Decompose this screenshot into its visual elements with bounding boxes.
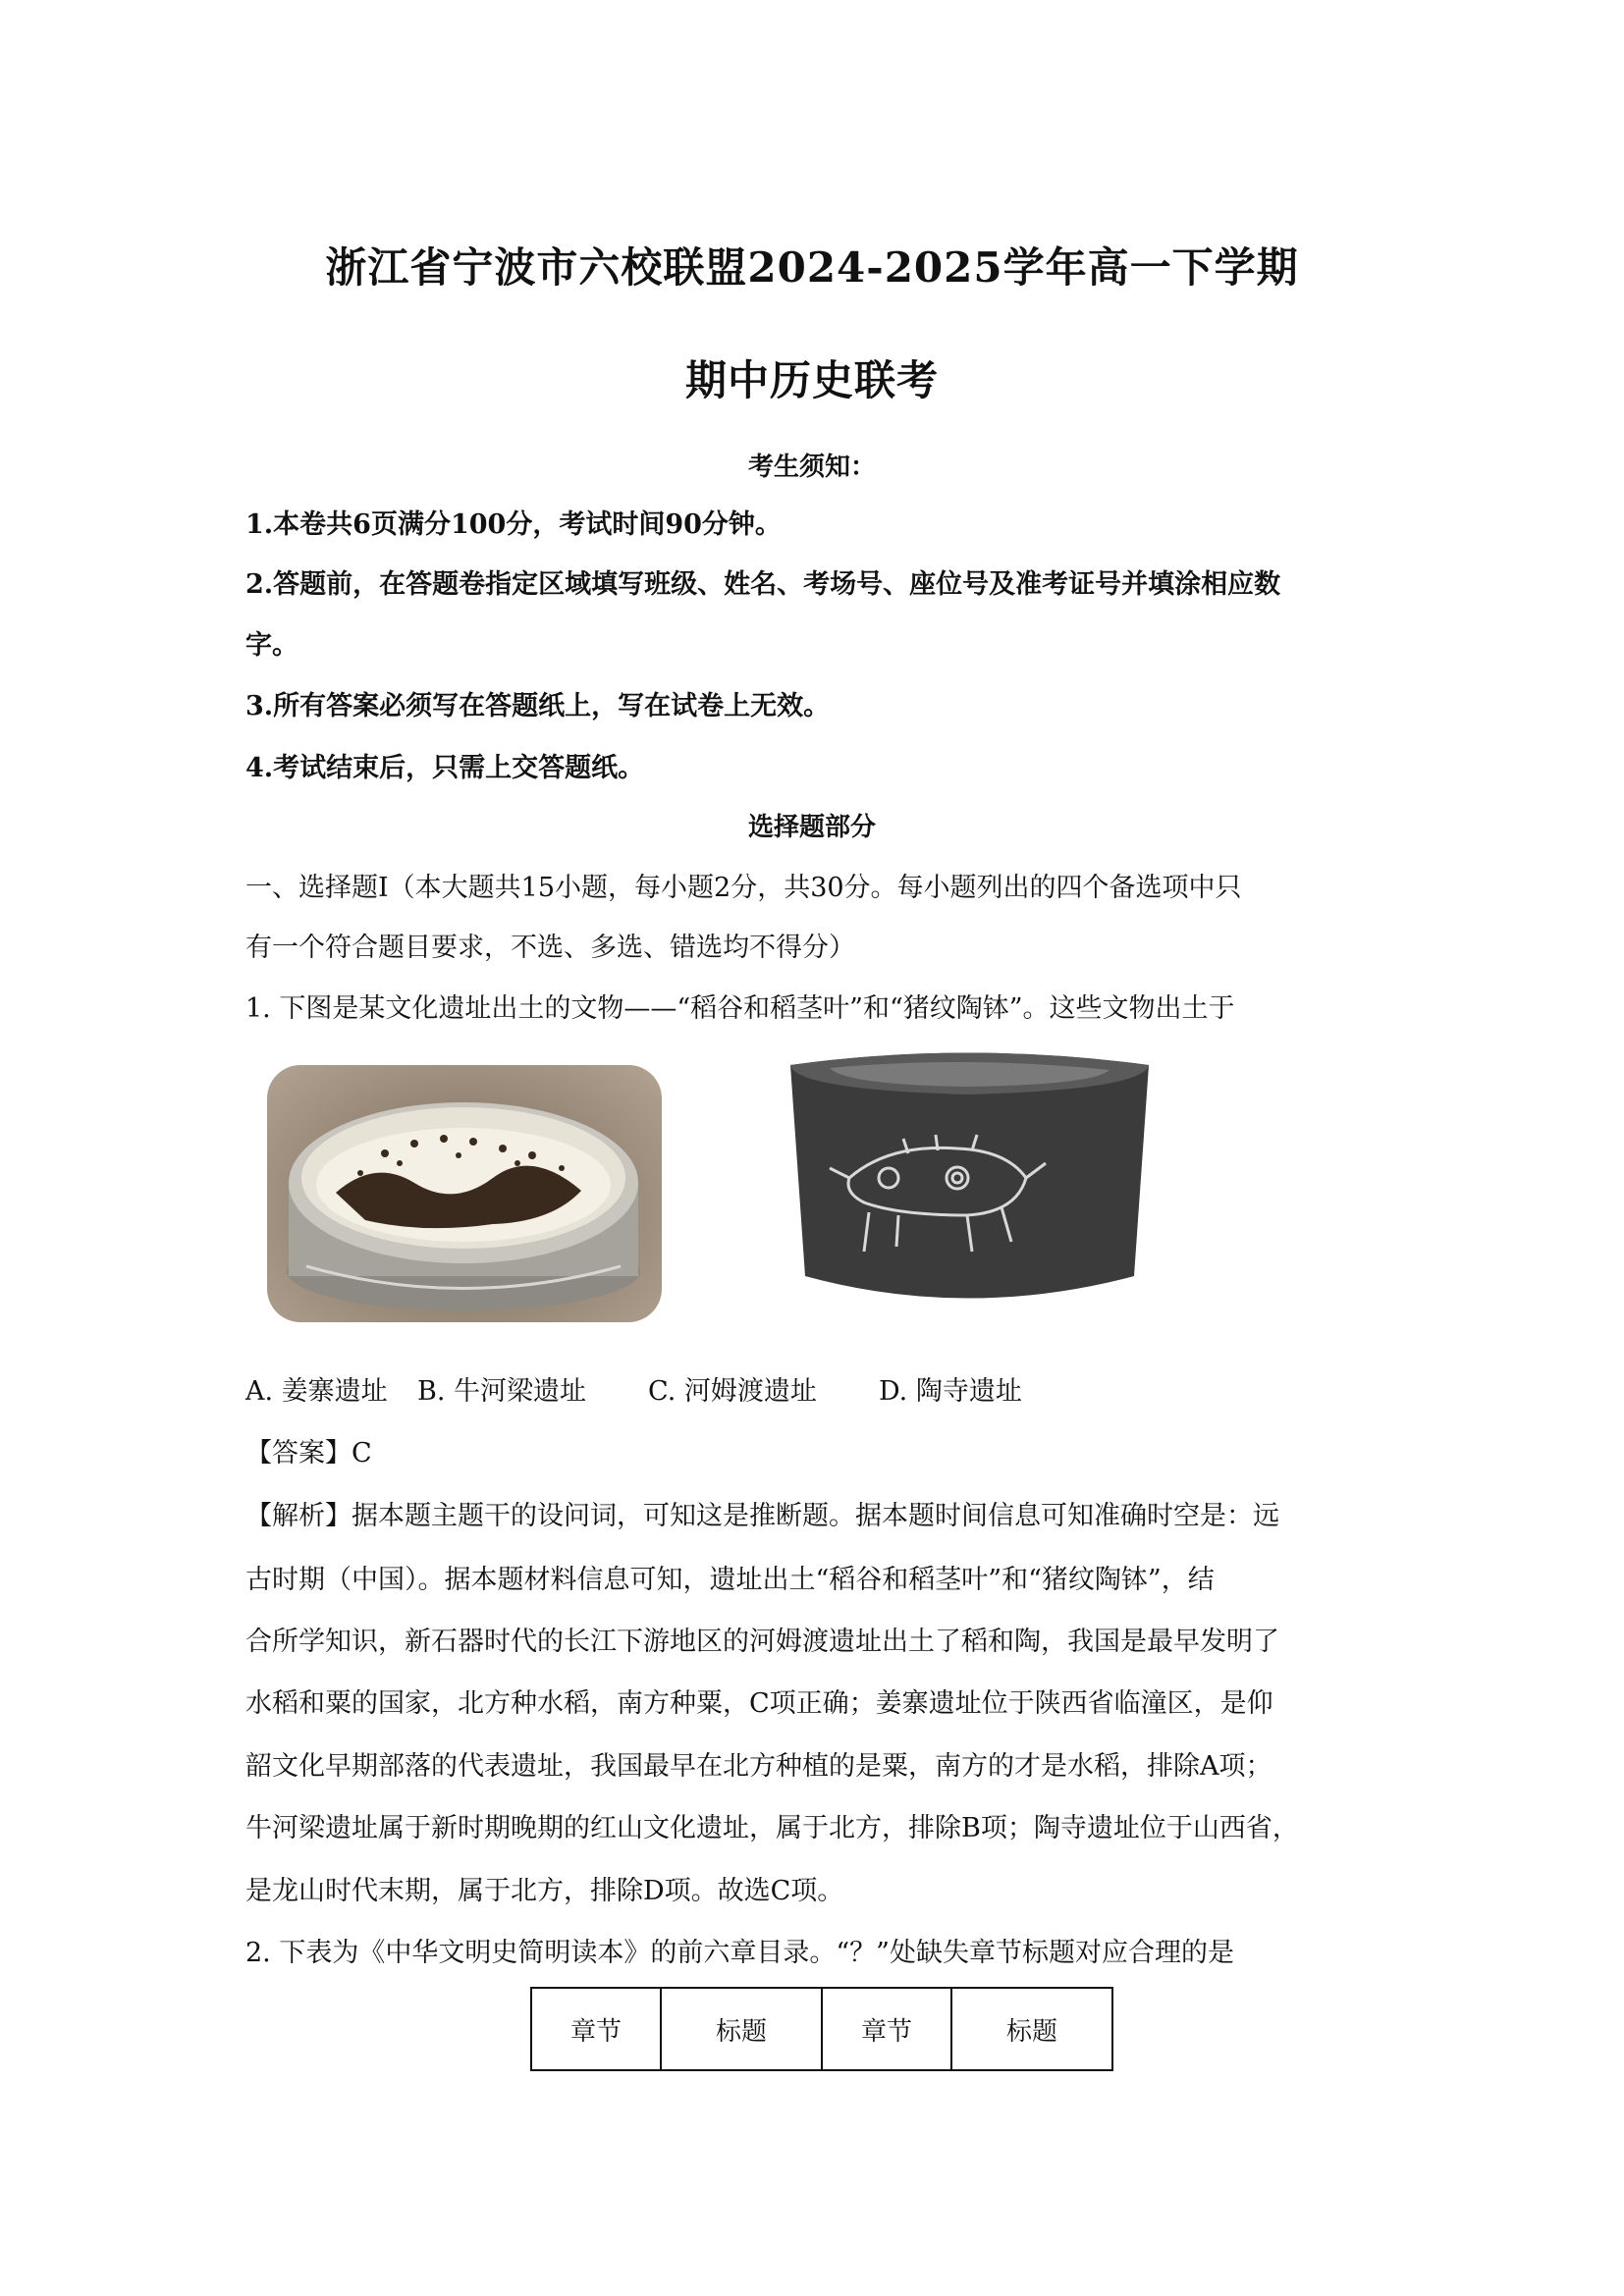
rice-artifact-photo xyxy=(267,1065,662,1322)
table-header-chapter: 章节 xyxy=(531,1988,661,2070)
question-1-analysis-line-7: 是龙山时代末期，属于北方，排除D项。故选C项。 xyxy=(245,1876,844,1906)
question-1-analysis-line-3: 合所学知识，新石器时代的长江下游地区的河姆渡遗址出土了稻和陶，我国是最早发明了 xyxy=(245,1627,1279,1657)
table-header-chapter: 章节 xyxy=(822,1988,951,2070)
table-row xyxy=(531,1988,1112,2070)
table-header-title: 标题 xyxy=(661,1988,822,2070)
chapter-table xyxy=(530,1987,1113,2071)
notice-item-3: 3.所有答案必须写在答题纸上，写在试卷上无效。 xyxy=(245,691,831,721)
pig-pattern-pottery-photo xyxy=(771,1041,1165,1320)
analysis-label: 【解析】 xyxy=(245,1501,352,1531)
question-1-analysis-line-5: 韶文化早期部落的代表遗址，我国最早在北方种植的是粟，南方的才是水稻，排除A项； xyxy=(245,1751,1272,1782)
notice-item-4: 4.考试结束后，只需上交答题纸。 xyxy=(245,753,645,783)
notice-heading: 考生须知： xyxy=(747,453,876,482)
question-2-stem: 2. 下表为《中华文明史简明读本》的前六章目录。“？”处缺失章节标题对应合理的是 xyxy=(245,1938,1234,1968)
question-1-analysis-line-1: 【解析】据本题主题干的设问词，可知这是推断题。据本题时间信息可知准确时空是：远 xyxy=(245,1501,1279,1531)
option-c[interactable]: C. 河姆渡遗址 xyxy=(648,1376,817,1407)
question-1-analysis-line-4: 水稻和粟的国家，北方种水稻，南方种粟，C项正确；姜寨遗址位于陕西省临潼区，是仰 xyxy=(245,1688,1273,1719)
notice-item-2: 2.答题前，在答题卷指定区域填写班级、姓名、考场号、座位号及准考证号并填涂相应数 xyxy=(245,569,1281,600)
question-1-analysis-line-6: 牛河梁遗址属于新时期晚期的红山文化遗址，属于北方，排除B项；陶寺遗址位于山西省， xyxy=(245,1813,1299,1843)
section-heading: 选择题部分 xyxy=(747,813,876,842)
page-subtitle: 期中历史联考 xyxy=(684,356,939,404)
section-intro: 一、选择题Ⅰ（本大题共15小题，每小题2分，共30分。每小题列出的四个备选项中只 xyxy=(245,873,1242,903)
question-1-analysis-line-2: 古时期（中国）。据本题材料信息可知，遗址出土“稻谷和稻茎叶”和“猪纹陶钵”，结 xyxy=(245,1565,1215,1595)
option-d[interactable]: D. 陶寺遗址 xyxy=(879,1376,1022,1407)
notice-item-1: 1.本卷共6页满分100分，考试时间90分钟。 xyxy=(245,509,782,540)
notice-item-2-cont: 字。 xyxy=(245,630,298,661)
section-intro-cont: 有一个符合题目要求，不选、多选、错选均不得分） xyxy=(245,933,855,963)
question-1-stem: 1. 下图是某文化遗址出土的文物——“稻谷和稻茎叶”和“猪纹陶钵”。这些文物出土于 xyxy=(245,993,1235,1024)
question-1-answer: 【答案】C xyxy=(245,1438,372,1468)
page-title: 浙江省宁波市六校联盟2024-2025学年高一下学期 xyxy=(325,243,1299,292)
option-a[interactable]: A. 姜寨遗址 xyxy=(245,1376,388,1407)
option-b[interactable]: B. 牛河梁遗址 xyxy=(417,1376,587,1407)
table-header-title: 标题 xyxy=(951,1988,1112,2070)
